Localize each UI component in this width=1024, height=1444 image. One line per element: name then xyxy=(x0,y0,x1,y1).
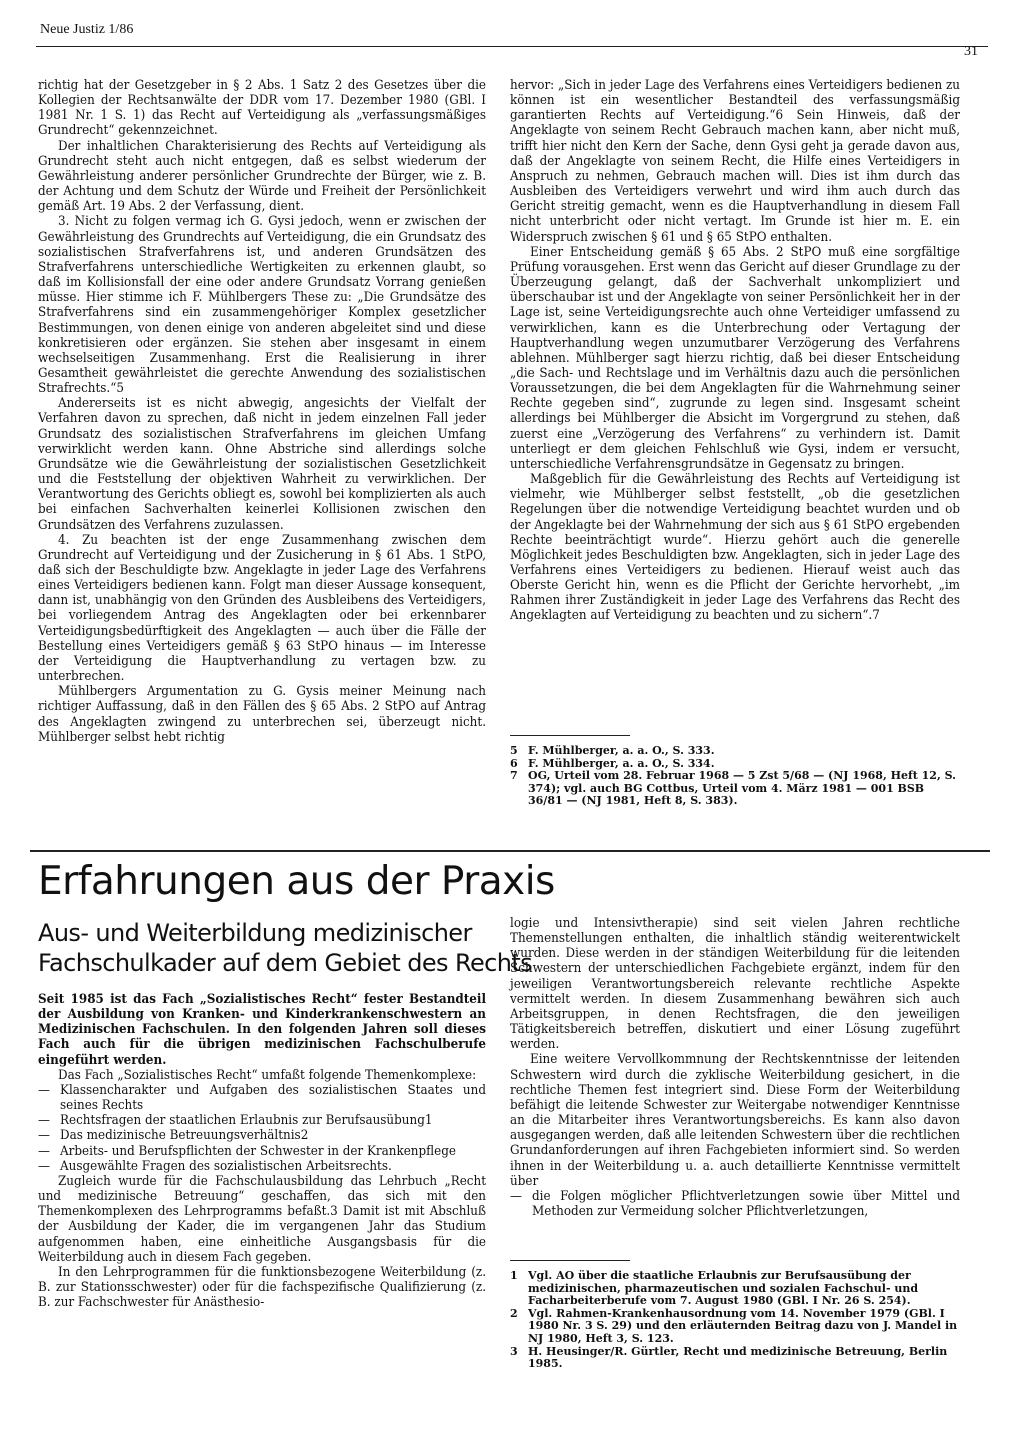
article-title xyxy=(38,918,532,978)
paragraph: Seit 1985 ist das Fach „Sozialistisches Recht“ fester Bestandteil der Ausbildung von Kranken- und Kinderkrankenschwestern an Medizinischen Fachschulen. In den folgenden Jahren soll dieses Fach auch für die übrigen medizinischen Fachschulberufe eingeführt werden. xyxy=(38,992,486,1068)
article-title-line: Fachschulkader auf dem Gebiet des Rechts xyxy=(38,949,533,977)
paragraph: Maßgeblich für die Gewährleistung des Rechts auf Verteidigung ist vielmehr, wie Mühlberger selbst feststellt, „ob die gesetzlichen Regelungen über die notwendige Verteidigung beachtet wurden und ob der Angeklagte bei der Wahrnehmung der sich aus § 61 StPO ergebenden Rechte beeinträchtigt wurde“. Hierzu gehört auch die generelle Möglichkeit jedes Beschuldigten bzw. Angeklagten, sich in jeder Lage des Verfahrens eines Verteidigers zu bedienen. Hierauf weist auch das Oberste Gericht hin, wenn es die Pflicht der Gerichte hervorhebt, „im Rahmen ihrer Zuständigkeit in jeder Lage des Verfahrens das Recht des Angeklagten auf Verteidigung zu beachten und zu sichern“.7 xyxy=(510,472,960,624)
footnote-text: F. Mühlberger, a. a. O., S. 333. xyxy=(528,744,715,757)
list-item xyxy=(38,1144,486,1159)
footnote-number: 7 xyxy=(510,769,518,783)
footnote-text: H. Heusinger/R. Gürtler, Recht und medizinische Betreuung, Berlin 1985. xyxy=(528,1344,948,1371)
list-item xyxy=(510,1189,960,1219)
list-dash: — xyxy=(38,1082,50,1098)
paragraph: Das Fach „Sozialistisches Recht“ umfaßt folgende Themenkomplexe: xyxy=(58,1067,477,1083)
list-dash: — xyxy=(38,1113,50,1129)
bottom-right-column xyxy=(510,916,960,1219)
section-title: Erfahrungen aus der Praxis xyxy=(38,859,555,904)
paragraph: Andererseits ist es nicht abwegig, angesichts der Vielfalt der Verfahren davon zu sprechen, daß nicht in jedem einzelnen Fall jeder Grundsatz des sozialistischen Strafverfahrens im gleichen Umfang verwirklicht werden kann. Ohne Abstriche sind allerdings solche Grundsätze wie die Gewährleistung der sozialistischen Gesetzlichkeit und die Feststellung der objektiven Wahrheit zu verwirklichen. Der Verantwortung des Gerichts obliegt es, sowohl bei komplizierten als auch bei einfachen Sachverhalten keinerlei Kollisionen zwischen den Grundsätzen des Verfahrens zuzulassen. xyxy=(38,396,486,533)
list-item xyxy=(38,1113,486,1128)
footnote-number: 3 xyxy=(510,1344,518,1358)
footnote-rule xyxy=(510,735,630,736)
paragraph: In den Lehrprogrammen für die funktionsbezogene Weiterbildung (z. B. zur Stationsschwester) oder für die fachspezifische Qualifizierung (z. B. zur Fachschwester für Anästhesio- xyxy=(38,1264,486,1311)
section-rule xyxy=(30,850,990,852)
page-number: 31 xyxy=(964,44,978,59)
list-item xyxy=(38,1083,486,1113)
paragraph: Einer Entscheidung gemäß § 65 Abs. 2 StPO muß eine sorgfältige Prüfung vorausgehen. Erst wenn das Gericht auf dieser Grundlage zu der Überzeugung gelangt, daß der Sachverhalt unkompliziert und überschaubar ist und der Angeklagte von seiner Persönlichkeit her in der Lage ist, seine Verteidigungsrechte auch ohne Verteidiger umfassend zu verwirklichen, kann es die Unterbrechung oder Vertagung der Hauptverhandlung wegen unzumutbarer Verzögerung des Verfahrens ablehnen. Mühlberger sagt hierzu richtig, daß bei dieser Entscheidung „die Sach- und Rechtslage und im Verhältnis dazu auch die persönlichen Voraussetzungen, die bei dem Angeklagten für die Wahrnehmung seiner Rechte gegeben sind“, zugrunde zu legen sind. Insgesamt scheint allerdings bei Mühlberger die Absicht im Vorgergrund zu stehen, daß zuerst eine „Verzögerung des Verfahrens“ zu verhindern ist. Damit unterliegt er dem gleichen Fehlschluß wie Gysi, indem er versucht, unterschiedliche Verfahrensgrundsätze in Gegensatz zu bringen. xyxy=(510,244,960,472)
footnote xyxy=(510,1308,960,1346)
paragraph: Mühlbergers Argumentation zu G. Gysis meiner Meinung nach richtiger Auffassung, daß in den Fällen des § 65 Abs. 2 StPO auf Antrag des Angeklagten zwingend zu unterbrechen sei, überzeugt nicht. Mühlberger selbst hebt richtig xyxy=(38,684,486,745)
footnote xyxy=(510,770,960,808)
bottom-footnotes xyxy=(510,1270,960,1371)
bottom-left-column xyxy=(38,992,486,1310)
list-item-text: Rechtsfragen der staatlichen Erlaubnis zur Berufsausübung1 xyxy=(60,1113,433,1129)
footnote xyxy=(510,745,960,758)
paragraph: richtig hat der Gesetzgeber in § 2 Abs. 1 Satz 2 des Gesetzes über die Kollegien der Rechtsanwälte der DDR vom 17. Dezember 1980 (GBl. I 1981 Nr. 1 S. 1) das Recht auf Verteidigung als „verfassungsmäßiges Grundrecht“ gekennzeichnet. xyxy=(38,78,486,139)
list-dash: — xyxy=(38,1128,50,1144)
paragraph: Eine weitere Vervollkommnung der Rechtskenntnisse der leitenden Schwestern wird durch die zyklische Weiterbildung gesichert, in die rechtliche Themen fest integriert sind. Diese Form der Weiterbildung befähigt die leitende Schwester zur Weitergabe notwendiger Kenntnisse an die Mitarbeiter ihres Verantwortungsbereichs. Es kann also davon ausgegangen werden, daß alle leitenden Schwestern über die rechtlichen Grundanforderungen auf ihren Fachgebieten informiert sind. So werden ihnen in der Weiterbildung u. a. auch detaillierte Kenntnisse vermittelt über xyxy=(510,1052,960,1189)
top-footnotes xyxy=(510,745,960,808)
article-title-line: Aus- und Weiterbildung medizinischer xyxy=(38,919,472,947)
paragraph: 4. Zu beachten ist der enge Zusammenhang zwischen dem Grundrecht auf Verteidigung und der Zusicherung in § 61 Abs. 1 StPO, daß sich der Beschuldigte bzw. Angeklagte in jeder Lage des Verfahrens eines Verteidigers bedienen kann. Folgt man dieser Aussage konsequent, dann ist, unabhängig von den Gründen des Ausbleibens des Verteidigers, bei vorliegendem Antrag des Angeklagten oder bei erkennbarer Verteidigungsbedürftigkeit des Angeklagten — auch über die Fälle der Bestellung eines Verteidigers gemäß § 63 StPO hinaus — im Interesse der Verteidigung die Hauptverhandlung zu vertagen bzw. zu unterbrechen. xyxy=(38,532,486,685)
footnote-number: 2 xyxy=(510,1306,518,1320)
list-item-text: Ausgewählte Fragen des sozialistischen Arbeitsrechts. xyxy=(60,1158,392,1174)
footnote-number: 6 xyxy=(510,756,518,770)
paragraph: 3. Nicht zu folgen vermag ich G. Gysi jedoch, wenn er zwischen der Gewährleistung des Grundrechts auf Verteidigung, die ein Grundsatz des sozialistischen Strafverfahrens ist, und anderen Grundsätzen des Strafverfahrens unterschiedliche Wertigkeiten zu erkennen glaubt, so daß im Kollisionsfall der eine oder andere Grundsatz Vorrang genießen müsse. Hier stimme ich F. Mühlbergers These zu: „Die Grundsätze des Strafverfahrens sind ein zusammengehöriger Komplex gesetzlicher Bestimmungen, von denen einige von anderen abgeleitet sind und diese konkretisieren oder ergänzen. Sie stehen aber insgesamt in einem wechselseitigen Zusammenhang. Erst die Realisierung in ihrer Gesamtheit gewährleistet die gerechte Anwendung des sozialistischen Strafrechts.“5 xyxy=(38,214,486,397)
list-item-text: die Folgen möglicher Pflichtverletzungen sowie über Mittel und Methoden zur Vermeidung solcher Pflichtverletzungen, xyxy=(532,1188,960,1219)
paragraph: hervor: „Sich in jeder Lage des Verfahrens eines Verteidigers bedienen zu können ist ein wesentlicher Bestandteil des verfassungsmäßig garantierten Rechts auf Verteidigung.“6 Sein Hinweis, daß der Angeklagte von seinem Recht Gebrauch machen kann, aber nicht muß, trifft hier nicht den Kern der Sache, denn Gysi geht ja gerade davon aus, daß der Angeklagte von seinem Recht, die Hilfe eines Verteidigers in Anspruch zu nehmen, Gebrauch machen will. Dies ist ihm durch das Ausbleiben des Verteidigers verwehrt und wird ihm auch durch das Gericht streitig gemacht, wenn es die Hauptverhandlung in diesem Fall nicht unterbricht oder nicht vertagt. Im Grunde ist hier m. E. ein Widerspruch zwischen § 61 und § 65 StPO enthalten. xyxy=(510,78,960,245)
footnote xyxy=(510,1270,960,1308)
footnote-number: 1 xyxy=(510,1269,518,1282)
paragraph: Zugleich wurde für die Fachschulausbildung das Lehrbuch „Recht und medizinische Betreuung“ geschaffen, das sich mit den Themenkomplexen des Lehrprogramms befaßt.3 Damit ist mit Abschluß der Ausbildung der Kader, die im vergangenen Jahr das Studium aufgenommen haben, eine einheitliche Ausgangsbasis für die Weiterbildung auch in diesem Fach gegeben. xyxy=(38,1173,486,1265)
list-item-text: Arbeits- und Berufspflichten der Schwester in der Krankenpflege xyxy=(60,1143,456,1159)
list-item xyxy=(38,1128,486,1143)
footnote-text: F. Mühlberger, a. a. O., S. 334. xyxy=(528,756,715,770)
list-item-text: Das medizinische Betreuungsverhältnis2 xyxy=(60,1128,309,1144)
list-item xyxy=(38,1159,486,1174)
list-item-text: Klassencharakter und Aufgaben des sozialistischen Staates und seines Rechts xyxy=(60,1082,486,1114)
list-dash: — xyxy=(510,1188,522,1204)
footnote-rule xyxy=(510,1260,630,1261)
footnote-text: Vgl. AO über die staatliche Erlaubnis zur Berufsausübung der medizinischen, pharmazeutischen und sozialen Fachschul- und Facharbeiterberufe vom 7. August 1980 (GBl. I Nr. 26 S. 254). xyxy=(528,1269,919,1308)
paragraph: Der inhaltlichen Charakterisierung des Rechts auf Verteidigung als Grundrecht steht auch nicht entgegen, daß es selbst wiederum der Gewährleistung anderer persönlicher Grundrechte der Bürger, wie z. B. der Achtung und dem Schutz der Würde und Freiheit der Persönlichkeit gemäß Art. 19 Abs. 2 der Verfassung, dient. xyxy=(38,138,486,215)
footnote-number: 5 xyxy=(510,744,518,757)
journal-issue: Neue Justiz 1/86 xyxy=(40,22,134,37)
header-rule xyxy=(36,46,988,47)
top-left-column xyxy=(38,78,486,745)
list-dash: — xyxy=(38,1143,50,1159)
footnote xyxy=(510,1346,960,1371)
list-dash: — xyxy=(38,1158,50,1174)
footnote-text: OG, Urteil vom 28. Februar 1968 — 5 Zst 5/68 — (NJ 1968, Heft 12, S. 374); vgl. auch BG Cottbus, Urteil vom 4. März 1981 — 001 BSB 36/81 — (NJ 1981, Heft 8, S. 383). xyxy=(528,769,956,808)
paragraph: logie und Intensivtherapie) sind seit vielen Jahren rechtliche Themenstellungen enthalten, die inhaltlich ständig weiterentwickelt wurden. Diese werden in der ständigen Weiterbildung für die leitenden Schwestern der unterschiedlichen Fachgebiete ergänzt, indem für den jeweiligen Verantwortungsbereich relevante rechtliche Aspekte vermittelt werden. In diesem Zusammenhang bewähren sich auch Arbeitsgruppen, in denen Rechtsfragen, die den jeweiligen Tätigkeitsbereich betreffen, diskutiert und einer Lösung zugeführt werden. xyxy=(510,916,960,1053)
top-right-column xyxy=(510,78,960,624)
footnote-text: Vgl. Rahmen-Krankenhausordnung vom 14. November 1979 (GBl. I 1980 Nr. 3 S. 29) und den erläuternden Beitrag dazu von J. Mandel in NJ 1980, Heft 3, S. 123. xyxy=(528,1306,958,1345)
